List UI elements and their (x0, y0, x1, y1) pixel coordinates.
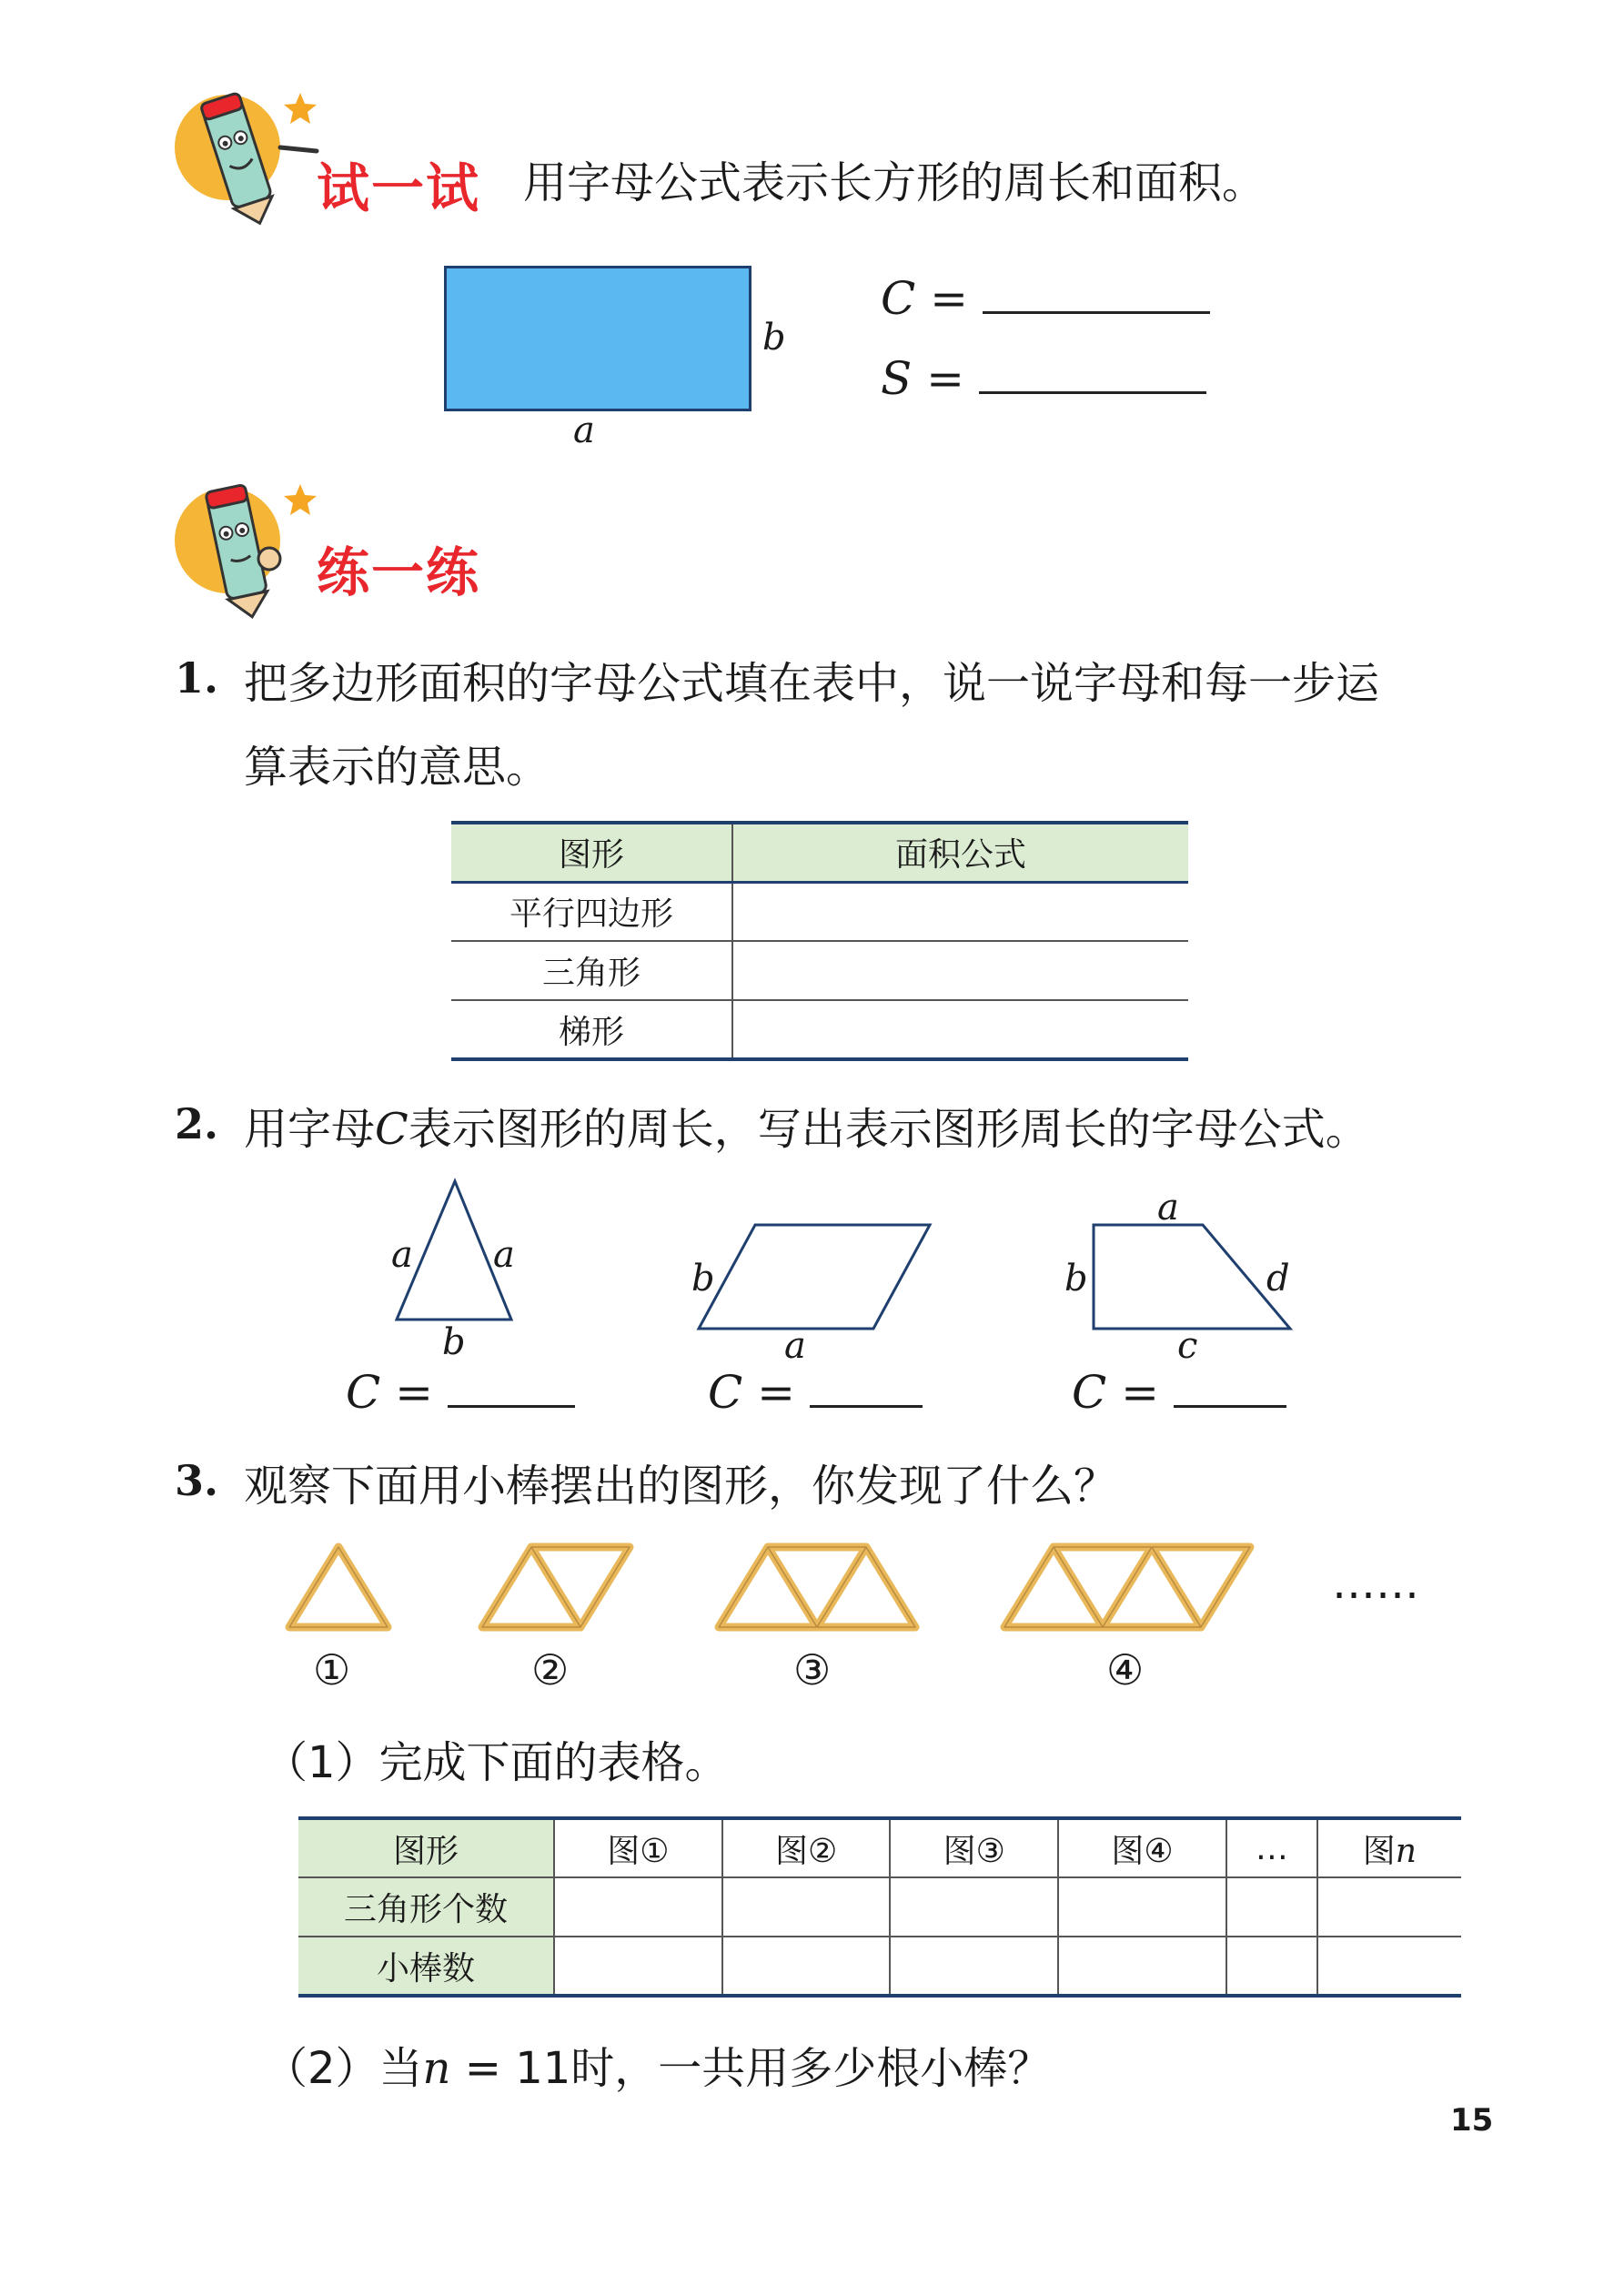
parallelogram-side-label: b (691, 1258, 715, 1300)
formula-s (881, 351, 1206, 405)
trapezoid-formula-blank[interactable] (1174, 1365, 1286, 1408)
q2-text-var: C (375, 1104, 409, 1155)
triangle-right-label: a (493, 1234, 515, 1276)
figure-label-2: ② (531, 1645, 570, 1694)
table2-col-1: 图① (554, 1818, 722, 1877)
figure-label-3: ③ (793, 1645, 832, 1694)
table2-col-n-text: 图 (1362, 1832, 1396, 1870)
stick-pattern-3 (719, 1547, 915, 1627)
area-formula-table (451, 821, 1188, 1061)
trapezoid-right-label: d (1266, 1258, 1290, 1300)
parallelogram-formula-label: C = (708, 1366, 796, 1419)
table2-header-label: 图形 (298, 1818, 554, 1877)
q2-number: 2. (175, 1099, 219, 1148)
pencil-mascot-icon (171, 84, 321, 229)
table2-row-sticks: 小棒数 (298, 1937, 554, 1996)
table2-col-n (1317, 1818, 1461, 1877)
table2-row-triangles: 三角形个数 (298, 1877, 554, 1937)
formula-c (881, 271, 1210, 325)
trapezoid-formula-label: C = (1072, 1366, 1160, 1419)
table2-cell[interactable] (554, 1937, 722, 1996)
figure-label-1: ① (313, 1645, 351, 1694)
q3-sub2-var: n (422, 2043, 451, 2094)
stick-triangles-figure (273, 1529, 1456, 1656)
table2-cell[interactable] (1317, 1937, 1461, 1996)
formula-c-label: C = (881, 272, 969, 325)
triangle-base-label: b (442, 1321, 466, 1363)
q1-number: 1. (175, 653, 219, 703)
q3-number: 3. (175, 1456, 219, 1505)
trapezoid-left-label: b (1064, 1258, 1088, 1300)
parallelogram-base-label: a (784, 1325, 806, 1367)
q3-text: 观察下面用小棒摆出的图形，你发现了什么？ (244, 1461, 1118, 1512)
stick-count-table (298, 1816, 1461, 1998)
try-instruction: 用字母公式表示长方形的周长和面积。 (523, 157, 1266, 208)
parallelogram-formula-blank[interactable] (810, 1365, 923, 1408)
table2-cell[interactable] (890, 1937, 1058, 1996)
table1-cell-formula[interactable] (732, 1000, 1188, 1059)
table2-cell[interactable] (722, 1877, 891, 1937)
triangle-formula-label: C = (346, 1366, 434, 1419)
table2-cell[interactable] (890, 1877, 1058, 1937)
triangle-left-label: a (391, 1234, 413, 1276)
table2-col-2: 图② (722, 1818, 891, 1877)
table2-col-4: 图④ (1058, 1818, 1226, 1877)
rect-side-b-label: b (762, 317, 786, 359)
table1-header-shape: 图形 (451, 823, 732, 882)
formula-s-label: S = (881, 352, 965, 405)
rect-side-a-label: a (573, 410, 595, 451)
rectangle-shape (444, 266, 751, 411)
q3-sub2-after: = 11时，一共用多少根小棒？ (450, 2043, 1052, 2094)
q3-ellipsis: …… (1332, 1558, 1419, 1609)
q3-sub1: （1）完成下面的表格。 (264, 1737, 729, 1788)
table2-cell[interactable] (1226, 1937, 1317, 1996)
table1-row-triangle: 三角形 (451, 941, 732, 1000)
formula-c-blank[interactable] (983, 271, 1210, 314)
table2-col-ellipsis: … (1226, 1818, 1317, 1877)
try-heading: 试一试 (317, 157, 481, 219)
table2-cell[interactable] (1317, 1877, 1461, 1937)
table2-cell[interactable] (722, 1937, 891, 1996)
triangle-formula (346, 1365, 575, 1419)
formula-s-blank[interactable] (979, 351, 1206, 394)
table2-col-n-var: n (1395, 1832, 1417, 1870)
triangle-formula-blank[interactable] (448, 1365, 575, 1408)
table1-cell-formula[interactable] (732, 882, 1188, 941)
q3-sub2-before: （2）当 (264, 2043, 423, 2094)
pencil-mascot-thinking-icon (171, 475, 321, 621)
table1-cell-formula[interactable] (732, 941, 1188, 1000)
parallelogram-figure (691, 1219, 937, 1338)
table2-cell[interactable] (554, 1877, 722, 1937)
q2-text-before: 用字母 (244, 1104, 376, 1155)
parallelogram-formula (708, 1365, 923, 1419)
table1-row-parallelogram: 平行四边形 (451, 882, 732, 941)
table2-cell[interactable] (1058, 1937, 1226, 1996)
trapezoid-formula (1072, 1365, 1286, 1419)
q1-text-line1: 把多边形面积的字母公式填在表中，说一说字母和每一步运 (244, 658, 1380, 709)
page-number: 15 (1450, 2102, 1494, 2139)
table1-row-trapezoid: 梯形 (451, 1000, 732, 1059)
table1-header-formula: 面积公式 (732, 823, 1188, 882)
q3-sub2 (264, 2033, 1051, 2096)
table2-cell[interactable] (1058, 1877, 1226, 1937)
table2-col-3: 图③ (890, 1818, 1058, 1877)
q2-text-after: 表示图形的周长，写出表示图形周长的字母公式。 (408, 1104, 1369, 1155)
trapezoid-bottom-label: c (1177, 1325, 1198, 1367)
table2-cell[interactable] (1226, 1877, 1317, 1937)
figure-label-4: ④ (1106, 1645, 1145, 1694)
practice-heading: 练一练 (317, 541, 481, 603)
q1-text-line2: 算表示的意思。 (244, 742, 550, 793)
q2-text (244, 1094, 1369, 1157)
trapezoid-top-label: a (1157, 1187, 1179, 1229)
stick-pattern-1 (289, 1547, 388, 1627)
